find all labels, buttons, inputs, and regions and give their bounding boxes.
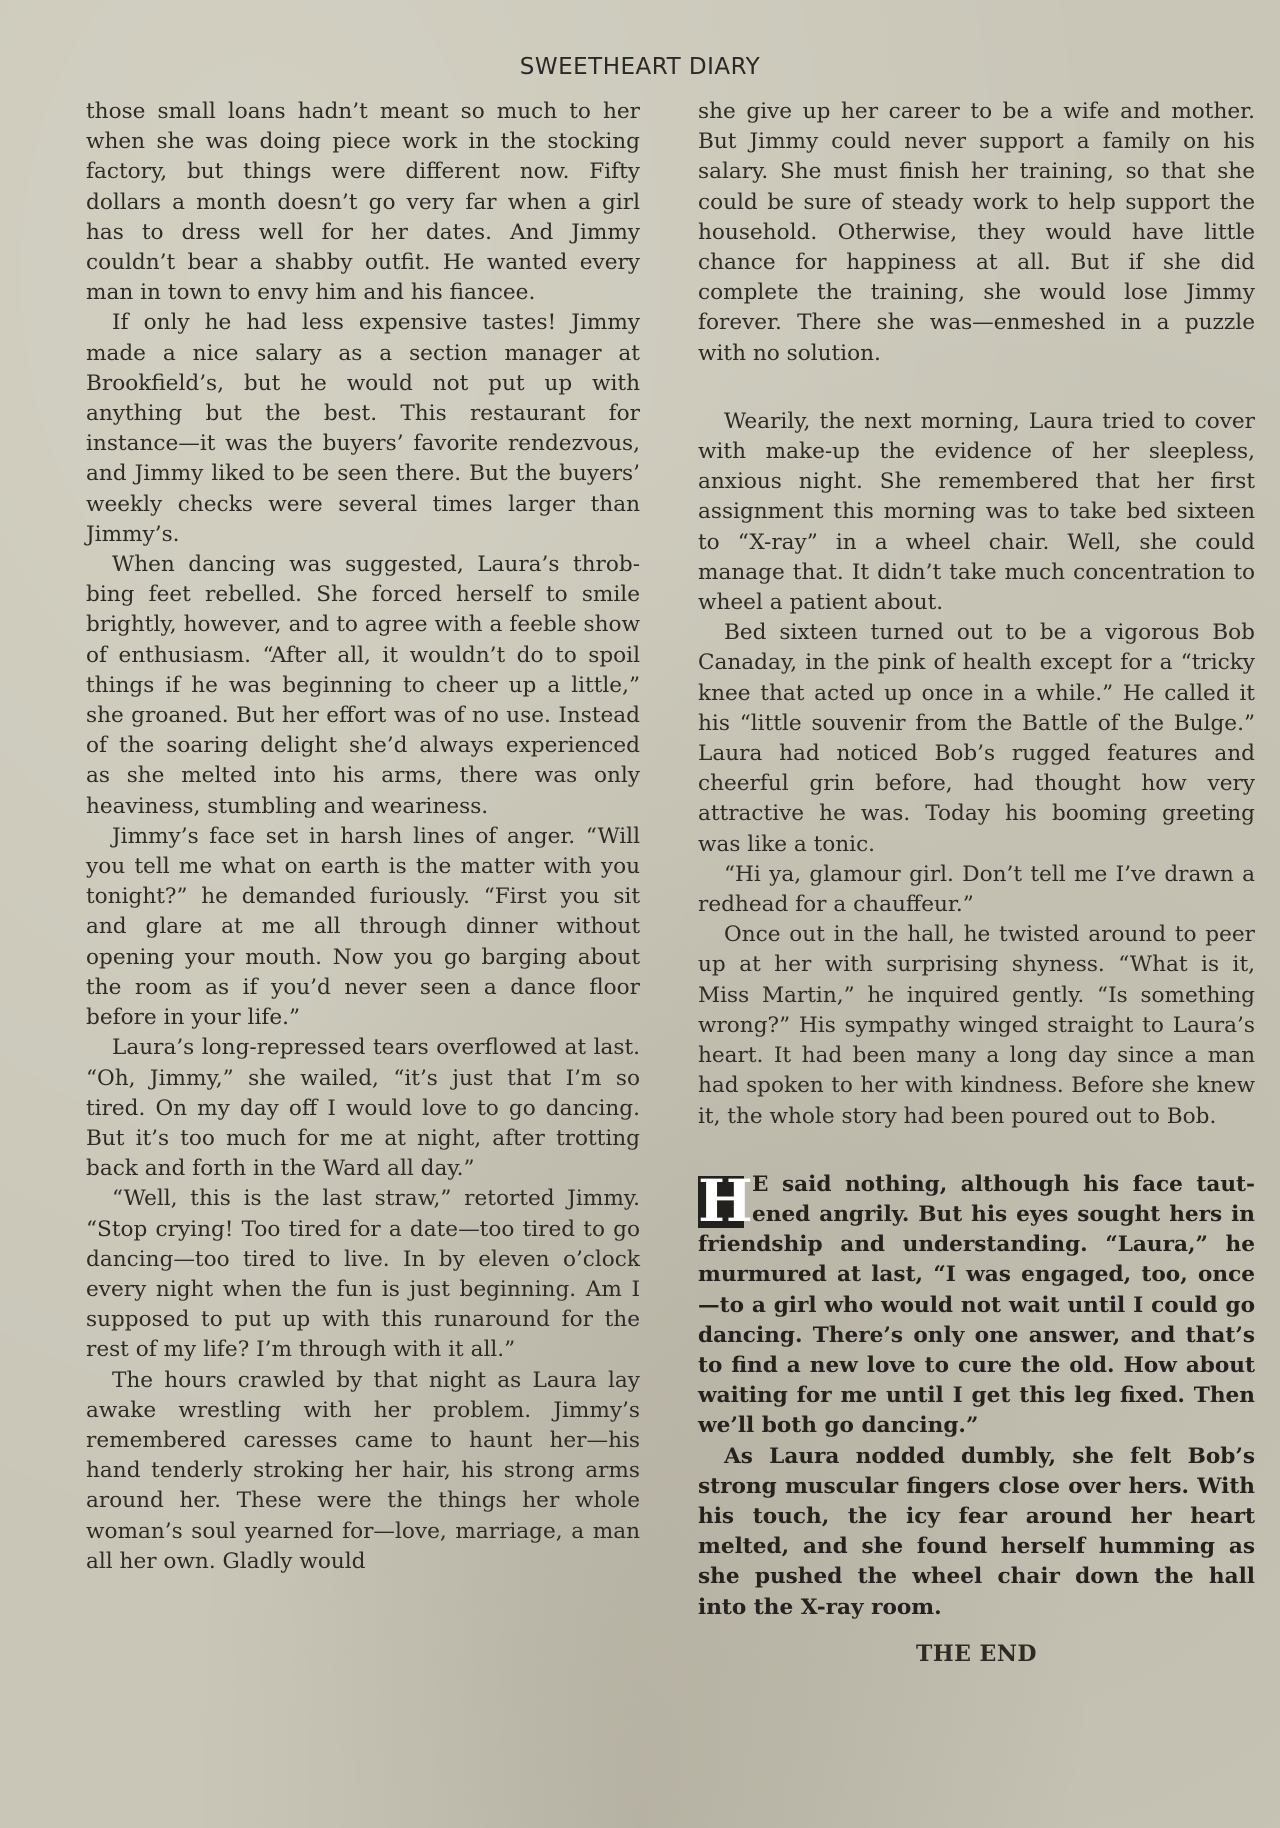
paragraph: Once out in the hall, he twisted around to peer up at her with surprising shyness. “What is it, Miss Martin,” he inquired gently. “Is something wrong?” His sympathy winged straight to Laura’s heart. It had been many a long day since a man had spoken to her with kindness. Before she knew it, the whole story had been poured out to Bob. (698, 922, 1255, 1129)
paragraph: Wearily, the next morning, Laura tried to cover with make-up the evidence of her sleepless, anxious night. She remembered that her first assignment this morning was to take bed sixteen to “X-ray” in a wheel chair. Well, she could manage that. It didn’t take much concentration to wheel a patient about. (698, 408, 1255, 616)
paragraph: As Laura nodded dumbly, she felt Bob’s strong muscular fingers close over hers. With his touch, the icy fear around her heart melted, and she found herself humming as she pushed the wheel chair down the hall into the X-ray room. (698, 1443, 1255, 1620)
paragraph: If only he had less expensive tastes! Jimmy made a nice salary as a section manager at Brookfield’s, but he would not put up with anything but the best. This restaurant for instance—it was the buyers’ favorite rendezvous, and Jimmy liked to be seen there. But the buyers’ weekly checks were several times larger than Jimmy’s. (86, 310, 640, 547)
paragraph: those small loans hadn’t meant so much to her when she was doing piece work in the stocking factory, but things were different now. Fifty dollars a month doesn’t go very far when a girl has to dress well for her dates. And Jimmy couldn’t bear a shabby outfit. He wanted every man in town to envy him and his fiancee. (86, 99, 640, 306)
running-head-title: SWEETHEART DIARY (519, 54, 761, 80)
left-text-column (86, 97, 640, 1577)
drop-cap-letter: H (698, 1166, 753, 1235)
paragraph: When dancing was suggested, Laura’s throbbing feet rebelled. She forced herself to smile brightly, however, and to agree with a feeble show of enthusiasm. “After all, it wouldn’t do to spoil things if he was beginning to cheer up a little,” she groaned. But her effort was of no use. Instead of the soaring delight she’d always experienced as she melted into his arms, there was only heaviness, stumbling and weariness. (86, 552, 640, 819)
paragraph: The hours crawled by that night as Laura lay awake wrestling with her problem. Jimmy’s remembered caresses came to haunt her—his hand tenderly stroking her hair, his strong arms around her. These were the things her whole woman’s soul yearned for—love, marriage, a man all her own. Gladly would (86, 1367, 640, 1574)
paragraph: “Hi ya, glamour girl. Don’t tell me I’ve drawn a redhead for a chauffeur.” (698, 861, 1255, 918)
paragraph: Bed sixteen turned out to be a vigorous Bob Canaday, in the pink of health except for a “tricky knee that acted up once in a while.” He called it his “little souvenir from the Battle of the Bulge.” Laura had noticed Bob’s rugged features and cheerful grin before, had thought how very attractive he was. Today his booming greeting was like a tonic. (698, 620, 1255, 857)
the-end-label: THE END (915, 1640, 1038, 1667)
paragraph: she give up her career to be a wife and mother. But Jimmy could never support a family on his salary. She must finish her training, so that she could be sure of steady work to help support the household. Otherwise, they would have little chance for happiness at all. But if she did complete the training, she would lose Jimmy forever. There she was—enmeshed in a puzzle with no solution. (698, 99, 1255, 366)
paragraph: “Well, this is the last straw,” retorted Jimmy. “Stop crying! Too tired for a date—too tired to go dancing—too tired to live. In by eleven o’clock every night when the fun is just beginning. Am I supposed to put up with this runaround for the rest of my life? I’m through with it all.” (86, 1186, 640, 1363)
paragraph: Jimmy’s face set in harsh lines of anger. “Will you tell me what on earth is the matter with you tonight?” he demanded furiously. “First you sit and glare at me all through dinner without opening your mouth. Now you go barging about the room as if you’d never seen a dance floor before in your life.” (86, 823, 640, 1031)
paragraph: Laura’s long-repressed tears overflowed at last. “Oh, Jimmy,” she wailed, “it’s just that I’m so tired. On my day off I would love to go dancing. But it’s too much for me at night, after trotting back and forth in the Ward all day.” (86, 1035, 640, 1182)
paragraph-text: E said nothing, although his face tautened angrily. But his eyes sought hers in friendship and understanding. “Laura,” he murmured at last, “I was engaged, too, once—to a girl who would not wait until I could go dancing. There’s only one answer, and that’s to find a new love to cure the old. How about waiting for me until I get this leg fixed. Then we’ll both go dancing.” (698, 1171, 1255, 1439)
right-text-column (698, 97, 1255, 1669)
dropcap-paragraph (698, 1166, 1255, 1442)
